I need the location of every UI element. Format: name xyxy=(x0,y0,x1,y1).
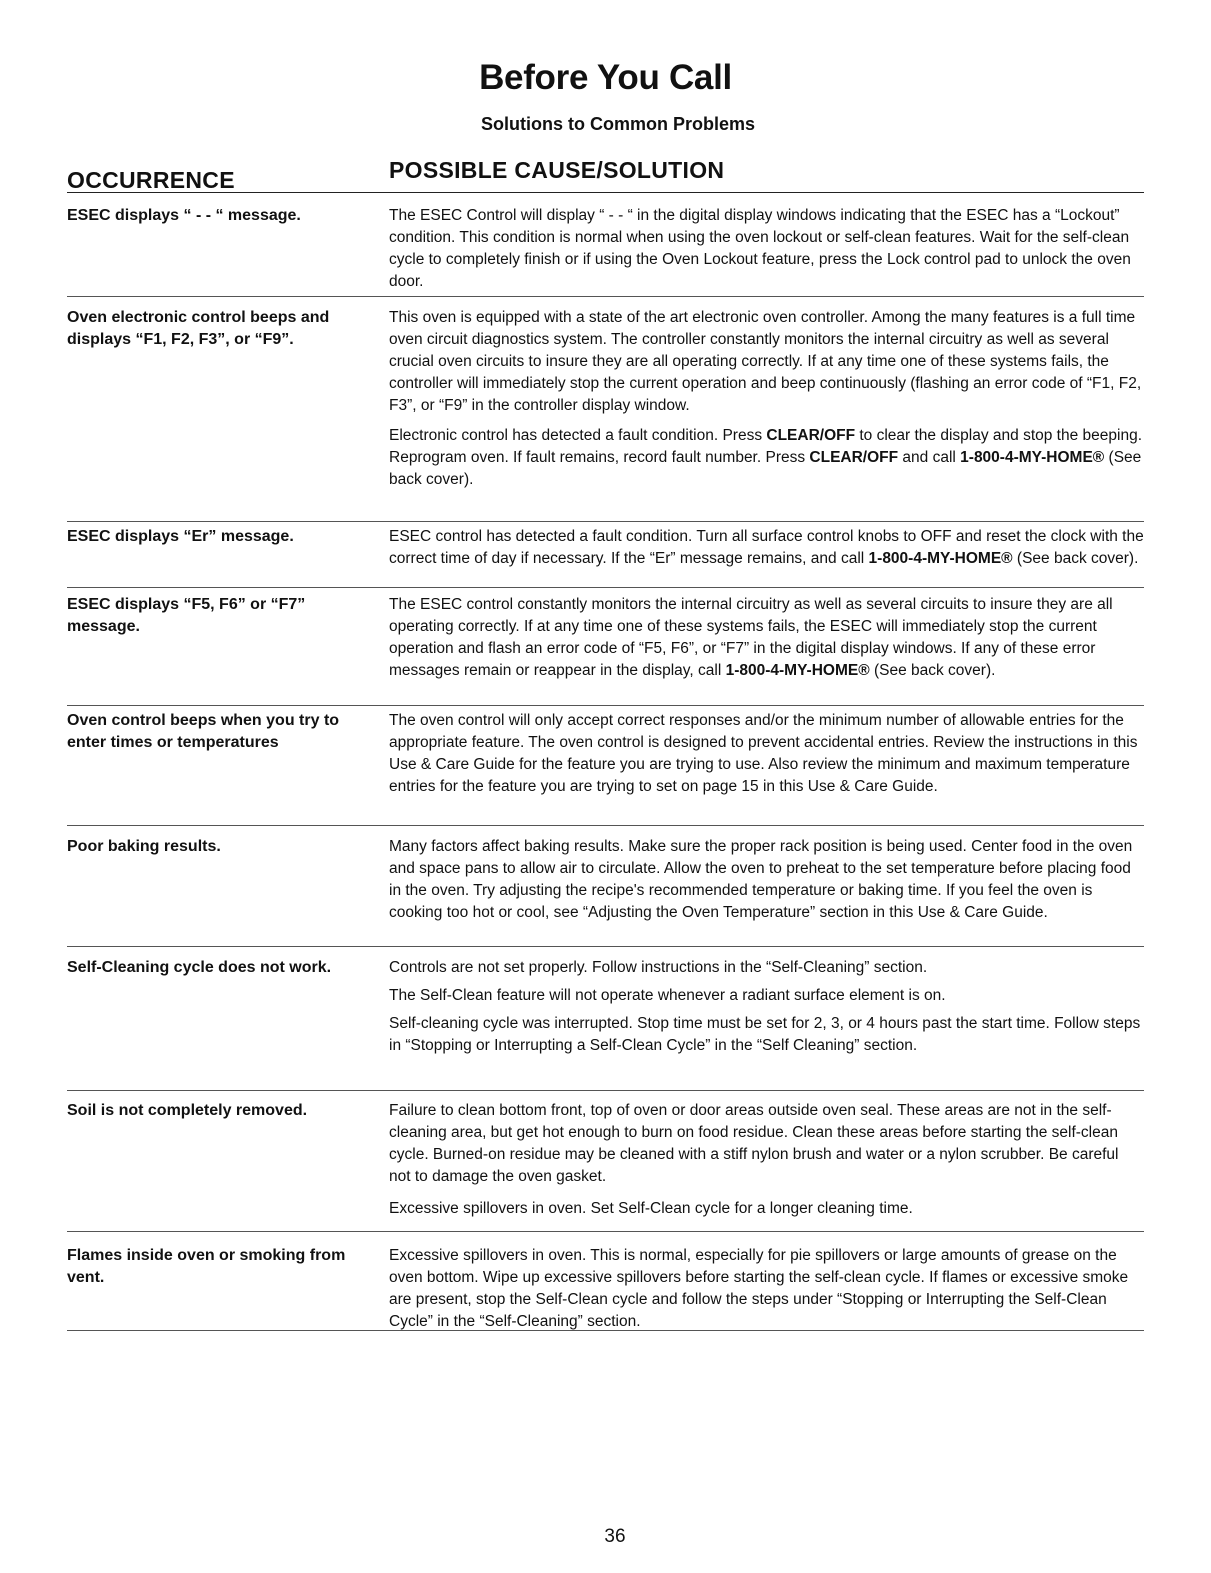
table-row xyxy=(67,200,1144,297)
solution-paragraph: Self-cleaning cycle was interrupted. Stop time must be set for 2, 3, or 4 hours past the start time. Follow steps in “Stopping or Interrupting a Self-Clean Cycle” in the “Self Cleaning” section. xyxy=(389,1015,1141,1054)
occurrence-text: Flames inside oven or smoking from vent. xyxy=(67,1247,346,1286)
solution-text xyxy=(389,826,1144,924)
solution-paragraph: The oven control will only accept correct responses and/or the minimum number of allowable entries for the appropriate feature. The oven control is designed to prevent accidental entries. Review the instructions in this Use & Care Guide for the feature you are trying to use. Also review the minimum and maximum temperature entries for the feature you are trying to set on page 15 in this Use & Care Guide. xyxy=(389,712,1138,795)
solution-text xyxy=(389,947,1144,1057)
solution-column-header: POSSIBLE CAUSE/SOLUTION xyxy=(389,157,725,183)
table-row xyxy=(67,522,1144,588)
table-row xyxy=(67,947,1144,1091)
occurrence-text: ESEC displays “F5, F6” or “F7” message. xyxy=(67,596,306,635)
troubleshooting-table xyxy=(67,200,1144,1331)
occurrence-text: Poor baking results. xyxy=(67,838,221,855)
solution-text xyxy=(389,588,1144,682)
table-row xyxy=(67,1232,1144,1331)
solution-paragraph: Electronic control has detected a fault condition. Press CLEAR/OFF to clear the display and stop the beeping. Reprogram oven. If fault remains, record fault number. Press CLEAR/OFF and call 1-800-4-MY-HOME® (See back cover). xyxy=(389,427,1143,488)
solution-text xyxy=(389,1091,1144,1220)
solution-text xyxy=(389,1232,1144,1333)
page-number: 36 xyxy=(604,1526,626,1547)
solution-paragraph: Failure to clean bottom front, top of oven or door areas outside oven seal. These areas are not in the self-cleaning area, but get hot enough to burn on food residue. Clean these areas before starting the self-clean cycle. Burned-on residue may be cleaned with a stiff nylon brush and water or a nylon scrubber. Be careful not to damage the oven gasket. xyxy=(389,1102,1119,1185)
solution-paragraph: Many factors affect baking results. Make sure the proper rack position is being used. Center food in the oven and space pans to allow air to circulate. Allow the oven to preheat to the set temperature before placing food in the oven. Try adjusting the recipe's recommended temperature or baking time. If you feel the oven is cooking too hot or cool, see “Adjusting the Oven Temperature” section in this Use & Care Guide. xyxy=(389,838,1133,921)
solution-text xyxy=(389,297,1144,491)
solution-text xyxy=(389,706,1144,798)
table-row xyxy=(67,1091,1144,1232)
occurrence-text: Self-Cleaning cycle does not work. xyxy=(67,959,332,976)
page-subtitle: Solutions to Common Problems xyxy=(480,114,755,134)
table-row xyxy=(67,706,1144,826)
occurrence-text: Oven electronic control beeps and displays “F1, F2, F3”, or “F9”. xyxy=(67,309,330,348)
solution-paragraph: The ESEC Control will display “ - - “ in the digital display windows indicating that the ESEC has a “Lockout” condition. This condition is normal when using the oven lockout or self-clean features. Wait for the self-clean cycle to completely finish or if using the Oven Lockout feature, press the Lock control pad to unlock the oven door. xyxy=(389,207,1131,290)
solution-paragraph: Excessive spillovers in oven. This is normal, especially for pie spillovers or large amounts of grease on the oven bottom. Wipe up excessive spillovers before starting the self-clean cycle. If flames or excessive smoke are present, stop the Self-Clean cycle and follow the steps under “Stopping or Interrupting the Self-Clean Cycle” in the “Self-Cleaning” section. xyxy=(389,1247,1129,1330)
solution-text xyxy=(389,200,1144,293)
occurrence-text: Oven control beeps when you try to enter times or temperatures xyxy=(67,712,340,751)
table-row xyxy=(67,826,1144,947)
occurrence-text: ESEC displays “ - - “ message. xyxy=(67,207,301,224)
solution-paragraph: The Self-Clean feature will not operate whenever a radiant surface element is on. xyxy=(389,987,946,1004)
solution-paragraph: Controls are not set properly. Follow instructions in the “Self-Cleaning” section. xyxy=(389,959,928,976)
header-divider xyxy=(67,192,1144,193)
solution-paragraph: The ESEC control constantly monitors the internal circuitry as well as several circuits to insure they are all operating correctly. If at any time one of these systems fails, the ESEC will immediately stop the current operation and flash an error code of “F5, F6”, or “F7” in the digital display windows. If any of these error messages remain or reappear in the display, call 1-800-4-MY-HOME® (See back cover). xyxy=(389,596,1113,679)
solution-paragraph: This oven is equipped with a state of the art electronic oven controller. Among the many features is a full time oven circuit diagnostics system. The controller constantly monitors the internal circuitry as well as several crucial oven circuits to insure they are all operating correctly. If at any time one of these systems fails, the controller will immediately stop the current operation and beep continuously (flashing an error code of “F1, F2, F3”, or “F9” in the controller display window. xyxy=(389,309,1142,414)
solution-paragraph: ESEC control has detected a fault condition. Turn all surface control knobs to OFF and reset the clock with the correct time of day if necessary. If the “Er” message remains, and call 1-800-4-MY-HOME® (See back cover). xyxy=(389,528,1144,567)
solution-paragraph: Excessive spillovers in oven. Set Self-Clean cycle for a longer cleaning time. xyxy=(389,1200,913,1217)
page-title: Before You Call xyxy=(479,58,732,97)
occurrence-text: ESEC displays “Er” message. xyxy=(67,528,294,545)
table-row xyxy=(67,588,1144,706)
occurrence-column-header: OCCURRENCE xyxy=(67,167,235,193)
solution-text xyxy=(389,522,1144,570)
table-row xyxy=(67,297,1144,522)
occurrence-text: Soil is not completely removed. xyxy=(67,1102,308,1119)
